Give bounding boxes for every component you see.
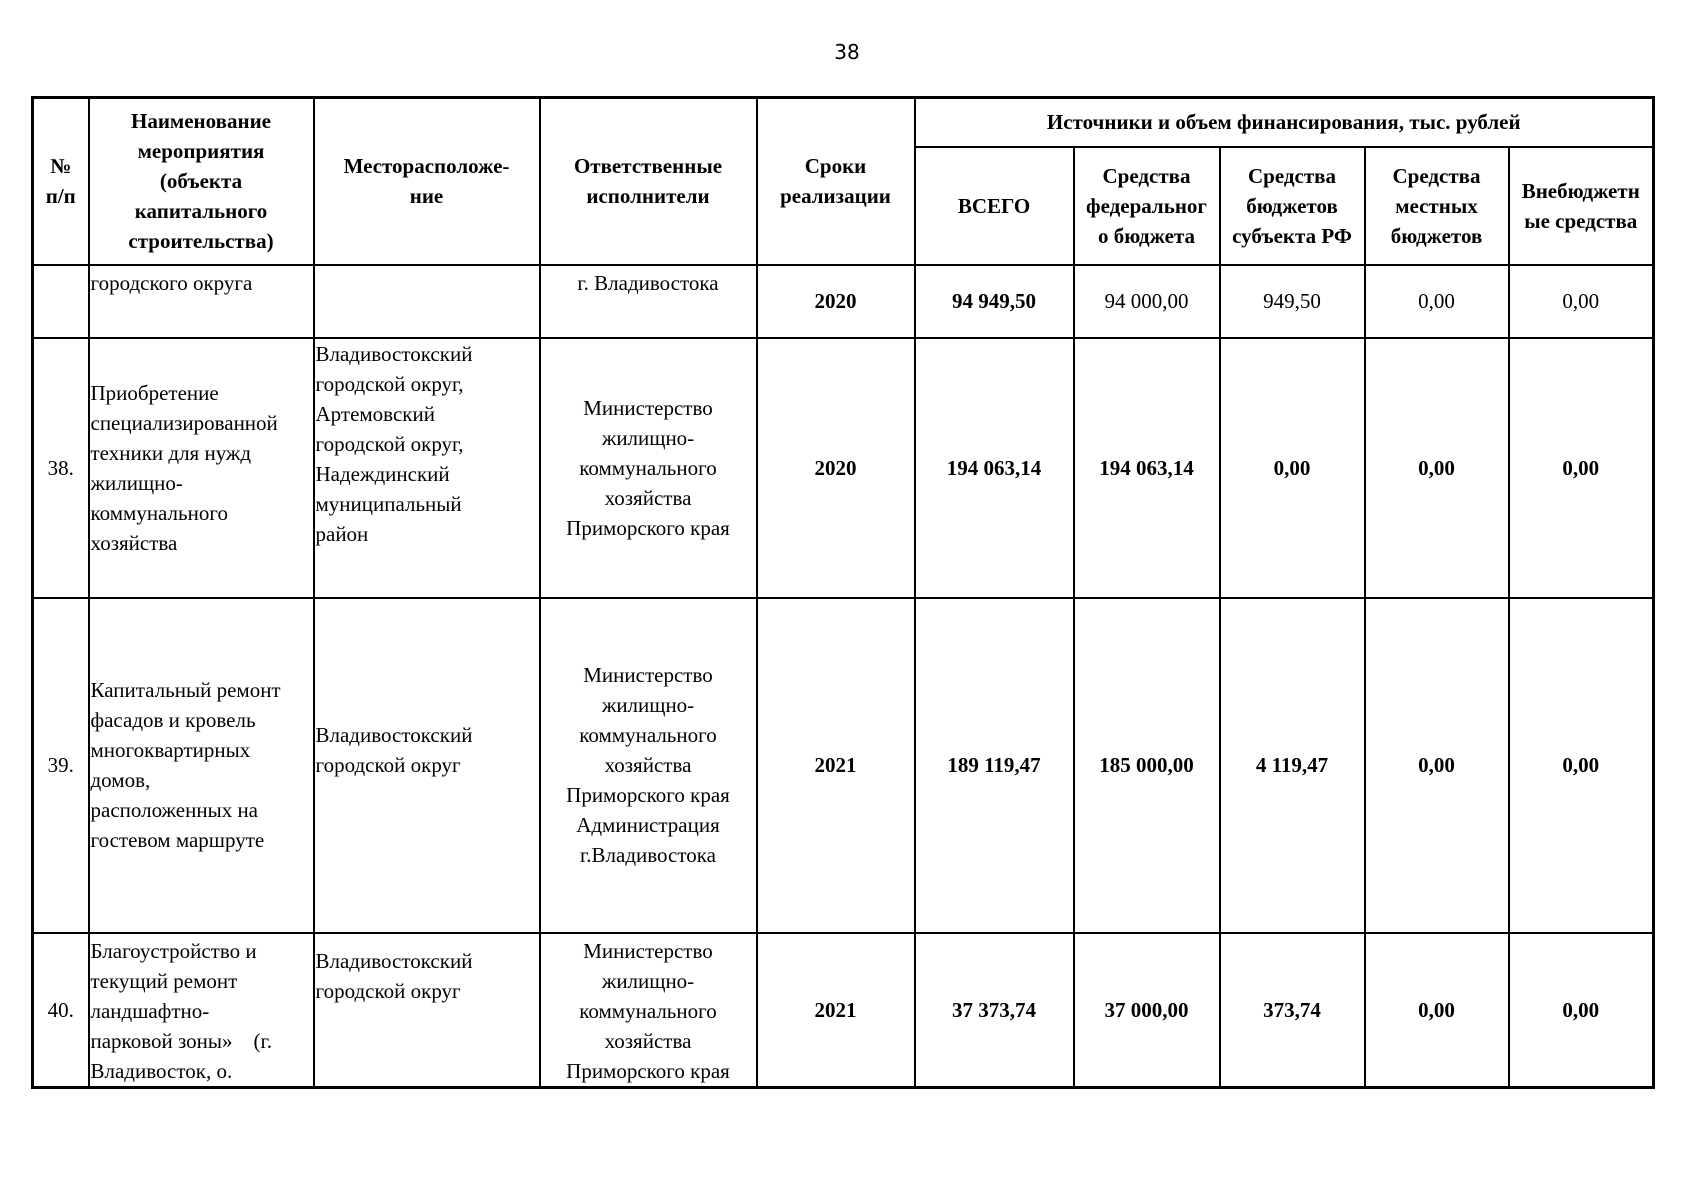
row-local: 0,00 (1365, 598, 1509, 933)
header-federal: Средства федеральног о бюджета (1074, 147, 1220, 265)
row-extra: 0,00 (1509, 933, 1654, 1088)
row-number: 40. (33, 933, 89, 1088)
table-row (33, 598, 1654, 933)
header-local: Средства местных бюджетов (1365, 147, 1509, 265)
row-name: Благоустройство и текущий ремонт ландшафтно- парковой зоны» (г. Владивосток, о. (89, 933, 314, 1088)
row-federal: 185 000,00 (1074, 598, 1220, 933)
row-number: 39. (33, 598, 89, 933)
funding-table (31, 96, 1655, 1089)
row-local: 0,00 (1365, 338, 1509, 598)
table-row (33, 338, 1654, 598)
header-extra: Внебюджетн ые средства (1509, 147, 1654, 265)
row-extra: 0,00 (1509, 338, 1654, 598)
table-row (33, 933, 1654, 1088)
table-row (33, 265, 1654, 338)
header-location: Месторасположе- ние (314, 98, 540, 265)
row-federal: 94 000,00 (1074, 265, 1220, 338)
row-regional: 949,50 (1220, 265, 1365, 338)
row-period: 2021 (757, 933, 915, 1088)
row-location: Владивостокский городской округ (314, 598, 540, 933)
row-responsible: Министерство жилищно- коммунального хозяйства Приморского края (540, 338, 757, 598)
row-total: 94 949,50 (915, 265, 1074, 338)
row-total: 194 063,14 (915, 338, 1074, 598)
row-federal: 37 000,00 (1074, 933, 1220, 1088)
header-funding-group: Источники и объем финансирования, тыс. рублей (915, 98, 1654, 147)
row-local: 0,00 (1365, 265, 1509, 338)
row-number: 38. (33, 338, 89, 598)
header-period: Сроки реализации (757, 98, 915, 265)
row-location: Владивостокский городской округ, Артемовский городской округ, Надеждинский муниципальный район (314, 338, 540, 598)
row-total: 37 373,74 (915, 933, 1074, 1088)
row-name: Приобретение специализированной техники для нужд жилищно- коммунального хозяйства (89, 338, 314, 598)
row-regional: 373,74 (1220, 933, 1365, 1088)
row-regional: 4 119,47 (1220, 598, 1365, 933)
row-period: 2021 (757, 598, 915, 933)
row-responsible: Министерство жилищно- коммунального хозяйства Приморского края (540, 933, 757, 1088)
row-total: 189 119,47 (915, 598, 1074, 933)
row-extra: 0,00 (1509, 598, 1654, 933)
row-local: 0,00 (1365, 933, 1509, 1088)
row-regional: 0,00 (1220, 338, 1365, 598)
page-number: 38 (834, 40, 860, 64)
header-total: ВСЕГО (915, 147, 1074, 265)
row-federal: 194 063,14 (1074, 338, 1220, 598)
row-extra: 0,00 (1509, 265, 1654, 338)
row-location: Владивостокский городской округ (314, 933, 540, 1088)
row-number (33, 265, 89, 338)
row-period: 2020 (757, 265, 915, 338)
row-location (314, 265, 540, 338)
header-name: Наименование мероприятия (объекта капитального строительства) (89, 98, 314, 265)
header-responsible: Ответственные исполнители (540, 98, 757, 265)
row-responsible: Министерство жилищно- коммунального хозяйства Приморского края Администрация г.Владивостока (540, 598, 757, 933)
row-responsible: г. Владивостока (540, 265, 757, 338)
header-num: № п/п (33, 98, 89, 265)
row-name: Капитальный ремонт фасадов и кровель многоквартирных домов, расположенных на гостевом маршруте (89, 598, 314, 933)
row-period: 2020 (757, 338, 915, 598)
header-regional: Средства бюджетов субъекта РФ (1220, 147, 1365, 265)
row-name: городского округа (89, 265, 314, 338)
